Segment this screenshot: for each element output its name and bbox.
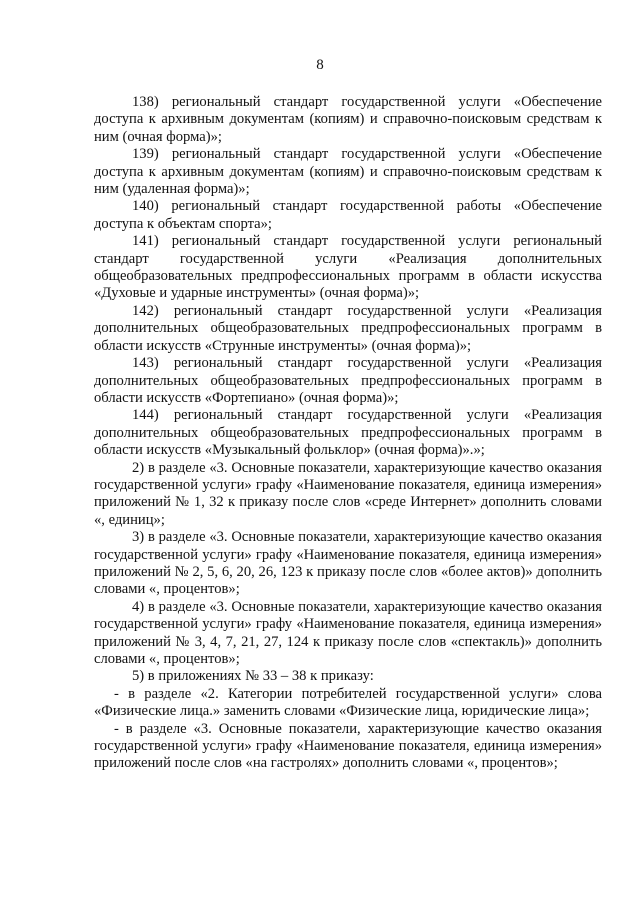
clause-5: 5) в приложениях № 33 – 38 к приказу: bbox=[132, 668, 374, 685]
clause-5-item-1: - в разделе «2. Категории потребителей государственной услуги» слова «Физические лица.» заменить словами «Физические лица, юридические лица»; bbox=[94, 685, 602, 720]
list-item-144: 144) региональный стандарт государственной услуги «Реализация дополнительных общеобразовательных предпрофессиональных программ в области искусств «Музыкальный фольклор» (очная форма)».»; bbox=[94, 407, 602, 459]
list-item-142: 142) региональный стандарт государственной услуги «Реализация дополнительных общеобразовательных предпрофессиональных программ в области искусств «Струнные инструменты» (очная форма)»; bbox=[94, 302, 602, 354]
page-number: 8 bbox=[316, 57, 324, 73]
list-item-138: 138) региональный стандарт государственной услуги «Обеспечение доступа к архивным документам (копиям) и справочно-поисковым средствам к ним (очная форма)»; bbox=[94, 94, 602, 145]
list-item-143: 143) региональный стандарт государственной услуги «Реализация дополнительных общеобразовательных предпрофессиональных программ в области искусств «Фортепиано» (очная форма)»; bbox=[94, 355, 602, 406]
clause-2: 2) в разделе «3. Основные показатели, характеризующие качество оказания государственной услуги» графу «Наименование показателя, единица измерения» приложений № 1, 32 к приказу после слов «среде Интернет» дополнить словами «, единиц»; bbox=[94, 459, 602, 528]
list-item-140: 140) региональный стандарт государственной работы «Обеспечение доступа к объектам спорта»; bbox=[94, 198, 602, 232]
clause-3: 3) в разделе «3. Основные показатели, характеризующие качество оказания государственной услуги» графу «Наименование показателя, единица измерения» приложений № 2, 5, 6, 20, 26, 123 к приказу после слов «более актов)» дополнить словами «, процентов»; bbox=[94, 529, 602, 598]
list-item-139: 139) региональный стандарт государственной услуги «Обеспечение доступа к архивным документам (копиям) и справочно-поисковым средствам к ним (удаленная форма)»; bbox=[94, 146, 602, 198]
clause-4: 4) в разделе «3. Основные показатели, характеризующие качество оказания государственной услуги» графу «Наименование показателя, единица измерения» приложений № 3, 4, 7, 21, 27, 124 к приказу после слов «спектакль)» дополнить словами «, процентов»; bbox=[94, 598, 602, 667]
clause-5-item-2: - в разделе «3. Основные показатели, характеризующие качество оказания государственной услуги» графу «Наименование показателя, единица измерения» приложений после слов «на гастролях» дополнить словами «, процентов»; bbox=[94, 720, 602, 772]
document-body bbox=[94, 94, 602, 773]
list-item-141: 141) региональный стандарт государственной услуги региональный стандарт государственной услуги «Реализация дополнительных общеобразовательных предпрофессиональных программ в области искусства «Духовые и ударные инструменты» (очная форма)»; bbox=[94, 233, 602, 302]
